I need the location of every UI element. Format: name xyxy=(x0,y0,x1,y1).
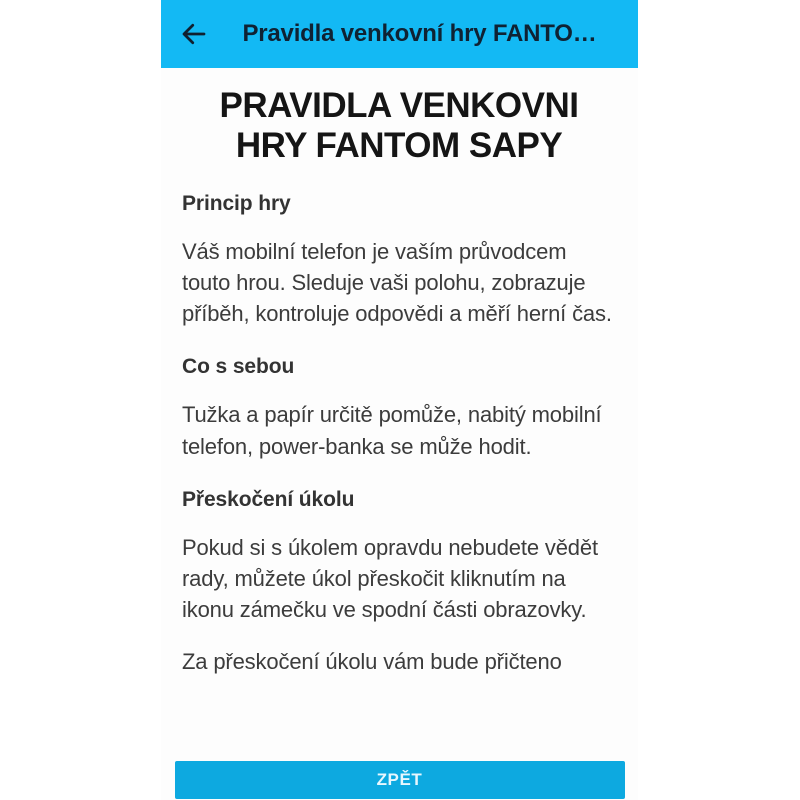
app-bar-title: Pravidla venkovní hry FANTO… xyxy=(242,20,597,47)
section-heading-princip-hry: Princip hry xyxy=(182,191,291,215)
section-heading-co-s-sebou: Co s sebou xyxy=(182,355,295,379)
app-bar xyxy=(161,0,638,68)
back-button[interactable]: ZPĚT xyxy=(175,761,625,799)
back-arrow-button[interactable] xyxy=(179,13,221,55)
section-heading-preskoceni-ukolu: Přeskočení úkolu xyxy=(182,487,355,511)
article-content[interactable] xyxy=(161,68,638,800)
arrow-left-icon xyxy=(179,19,209,49)
bottom-action-bar xyxy=(161,752,638,800)
trailing-paragraph: Za přeskočení úkolu vám bude přičteno xyxy=(182,648,562,674)
app-panel xyxy=(161,0,638,800)
section-paragraph-princip-hry: Váš mobilní telefon je vaším průvodcem touto hrou. Sleduje vaši polohu, zobrazuje příběh, kontroluje odpovědi a měří herní čas. xyxy=(182,238,612,327)
section-paragraph-preskoceni-ukolu: Pokud si s úkolem opravdu nebudete vědět rady, můžete úkol přeskočit kliknutím na ikonu zámečku ve spodní části obrazovky. xyxy=(182,534,598,623)
page-title: PRAVIDLA VENKOVNI HRY FANTOM SAPY xyxy=(219,86,579,165)
section-paragraph-co-s-sebou: Tužka a papír určitě pomůže, nabitý mobilní telefon, power-banka se může hodit. xyxy=(182,402,602,459)
